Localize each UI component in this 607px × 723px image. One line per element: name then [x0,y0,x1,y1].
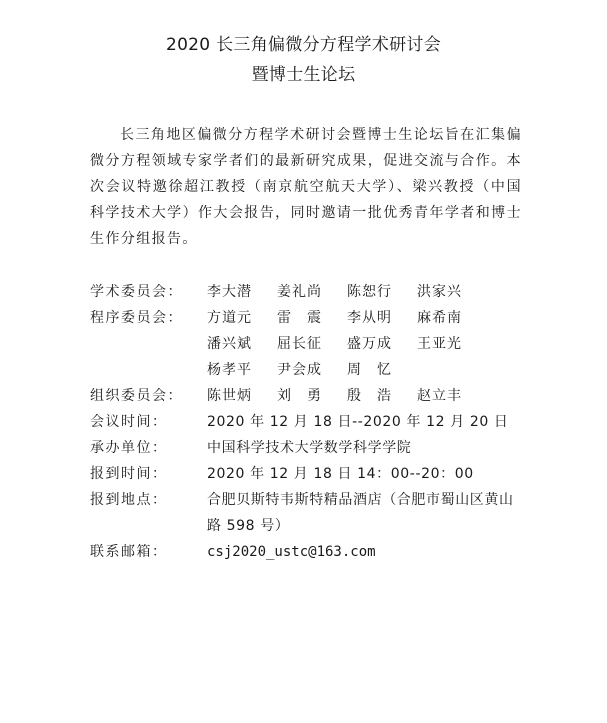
email-value[interactable]: csj2020_ustc@163.com [207,544,376,560]
registration-time-row [90,461,530,487]
committee-member: 李从明 [347,310,392,326]
committee-member: 屈长征 [277,336,322,352]
committee-member: 方道元 [207,310,252,326]
academic-committee-row [90,279,530,305]
email-label: 联系邮箱： [90,544,168,560]
committee-member: 雷 震 [277,310,322,326]
organizing-committee-row [90,383,530,409]
committee-member: 陈世炳 [207,388,252,404]
program-committee-row [90,305,530,383]
program-committee-line [207,331,530,357]
committee-member: 周 忆 [347,362,392,378]
committee-member: 盛万成 [347,336,392,352]
committee-member: 麻希南 [417,310,462,326]
committee-member: 杨孝平 [207,362,252,378]
host-value: 中国科学技术大学数学科学学院 [207,440,412,456]
academic-committee-names [207,279,530,305]
program-committee-line [207,305,530,331]
academic-committee-label: 学术委员会： [90,284,183,300]
registration-time-value: 2020 年 12 月 18 日 14：00--20：00 [207,466,474,482]
committee-member: 刘 勇 [277,388,322,404]
meeting-time-label: 会议时间： [90,414,168,430]
document-title-line1: 2020 长三角偏微分方程学术研讨会 [165,35,442,55]
meeting-time-row [90,409,530,435]
registration-time-label: 报到时间： [90,466,168,482]
committee-member: 殷 浩 [347,388,392,404]
organizing-committee-names [207,383,530,409]
committee-member: 潘兴斌 [207,336,252,352]
registration-place-value: 合肥贝斯特韦斯特精品酒店（合肥市蜀山区黄山路 598 号） [207,492,514,534]
info-section [90,279,530,565]
committee-member: 李大潜 [207,284,252,300]
host-label: 承办单位： [90,440,168,456]
committee-member: 尹会成 [277,362,322,378]
committee-member: 陈恕行 [347,284,392,300]
committee-member: 姜礼尚 [277,284,322,300]
registration-place-row [90,487,530,539]
program-committee-line [207,357,530,383]
meeting-time-value: 2020 年 12 月 18 日--2020 年 12 月 20 日 [207,414,509,430]
committee-member: 赵立丰 [417,388,462,404]
intro-paragraph: 长三角地区偏微分方程学术研讨会暨博士生论坛旨在汇集偏微分方程领域专家学者们的最新研究成果，促进交流与合作。本次会议特邀徐超江教授（南京航空航天大学）、梁兴教授（中国科学技术大学）作大会报告，同时邀请一批优秀青年学者和博士生作分组报告。 [90,127,522,247]
document-title-line2: 暨博士生论坛 [251,65,356,85]
program-committee-names [207,305,530,383]
committee-member: 王亚光 [417,336,462,352]
registration-place-label: 报到地点： [90,492,168,508]
email-row [90,539,530,565]
organizing-committee-label: 组织委员会： [90,388,183,404]
committee-member: 洪家兴 [417,284,462,300]
program-committee-label: 程序委员会： [90,310,183,326]
host-row [90,435,530,461]
